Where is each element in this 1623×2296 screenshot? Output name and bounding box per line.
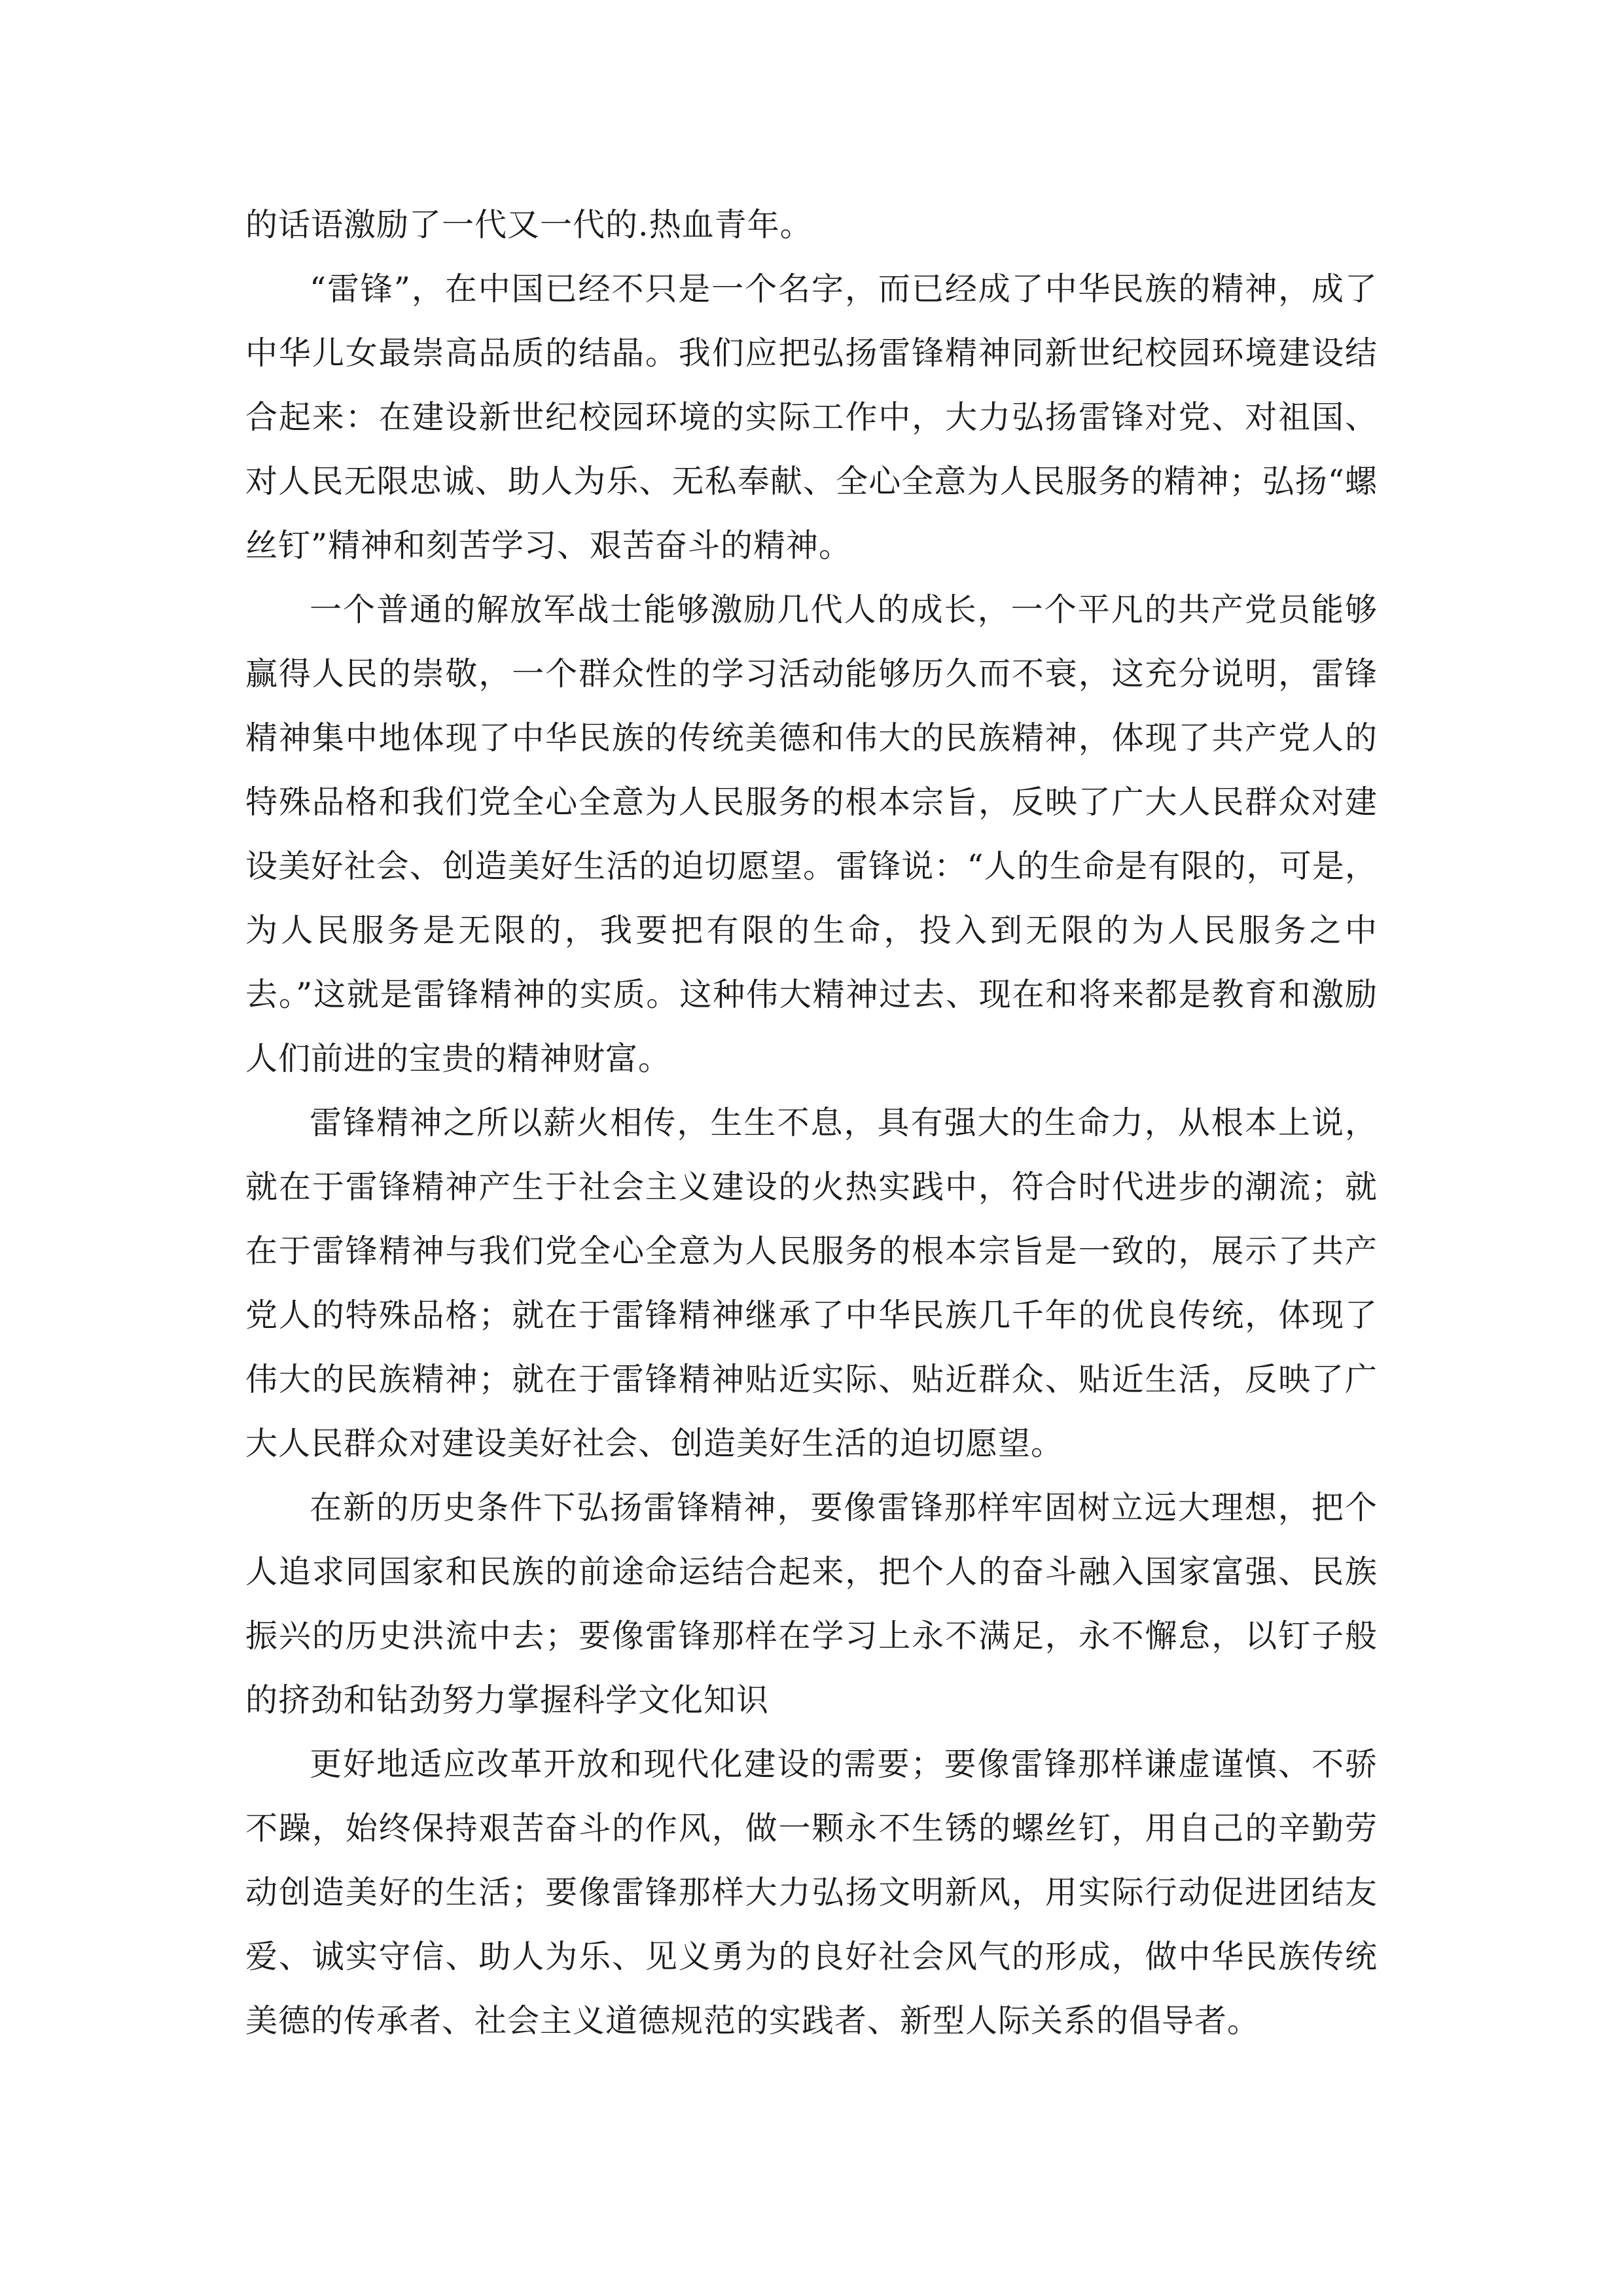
paragraph-6: 更好地适应改革开放和现代化建设的需要；要像雷锋那样谦虚谨慎、不骄不躁，始终保持艰苦奋斗的作风，做一颗永不生锈的螺丝钉，用自己的辛勤劳动创造美好的生活；要像雷锋那样大力弘扬文明新风，用实际行动促进团结友爱、诚实守信、助人为乐、见义勇为的良好社会风气的形成，做中华民族传统美德的传承者、社会主义道德规范的实践者、新型人际关系的倡导者。 xyxy=(245,1746,1378,2039)
paragraph-3: 一个普通的解放军战士能够激励几代人的成长，一个平凡的共产党员能够赢得人民的崇敬，一个群众性的学习活动能够历久而不衰，这充分说明，雷锋精神集中地体现了中华民族的传统美德和伟大的民族精神，体现了共产党人的特殊品格和我们党全心全意为人民服务的根本宗旨，反映了广大人民群众对建设美好社会、创造美好生活的迫切愿望。雷锋说：“人的生命是有限的，可是，为人民服务是无限的，我要把有限的生命，投入到无限的为人民服务之中去。”这就是雷锋精神的实质。这种伟大精神过去、现在和将来都是教育和激励人们前进的宝贵的精神财富。 xyxy=(245,591,1378,1077)
paragraph-4: 雷锋精神之所以薪火相传，生生不息，具有强大的生命力，从根本上说，就在于雷锋精神产生于社会主义建设的火热实践中，符合时代进步的潮流；就在于雷锋精神与我们党全心全意为人民服务的根本宗旨是一致的，展示了共产党人的特殊品格；就在于雷锋精神继承了中华民族几千年的优良传统，体现了伟大的民族精神；就在于雷锋精神贴近实际、贴近群众、贴近生活，反映了广大人民群众对建设美好社会、创造美好生活的迫切愿望。 xyxy=(245,1104,1378,1462)
paragraph-1: 的话语激励了一代又一代的.热血青年。 xyxy=(245,206,813,243)
paragraph-5: 在新的历史条件下弘扬雷锋精神，要像雷锋那样牢固树立远大理想，把个人追求同国家和民族的前途命运结合起来，把个人的奋斗融入国家富强、民族振兴的历史洪流中去；要像雷锋那样在学习上永不满足，永不懈怠，以钉子般的挤劲和钻劲努力掌握科学文化知识 xyxy=(245,1489,1378,1719)
document-body xyxy=(245,193,1378,2053)
paragraph-2: “雷锋”，在中国已经不只是一个名字，而已经成了中华民族的精神，成了中华儿女最崇高品质的结晶。我们应把弘扬雷锋精神同新世纪校园环境建设结合起来：在建设新世纪校园环境的实际工作中，大力弘扬雷锋对党、对祖国、对人民无限忠诚、助人为乐、无私奉献、全心全意为人民服务的精神；弘扬“螺丝钉”精神和刻苦学习、艰苦奋斗的精神。 xyxy=(245,270,1378,564)
